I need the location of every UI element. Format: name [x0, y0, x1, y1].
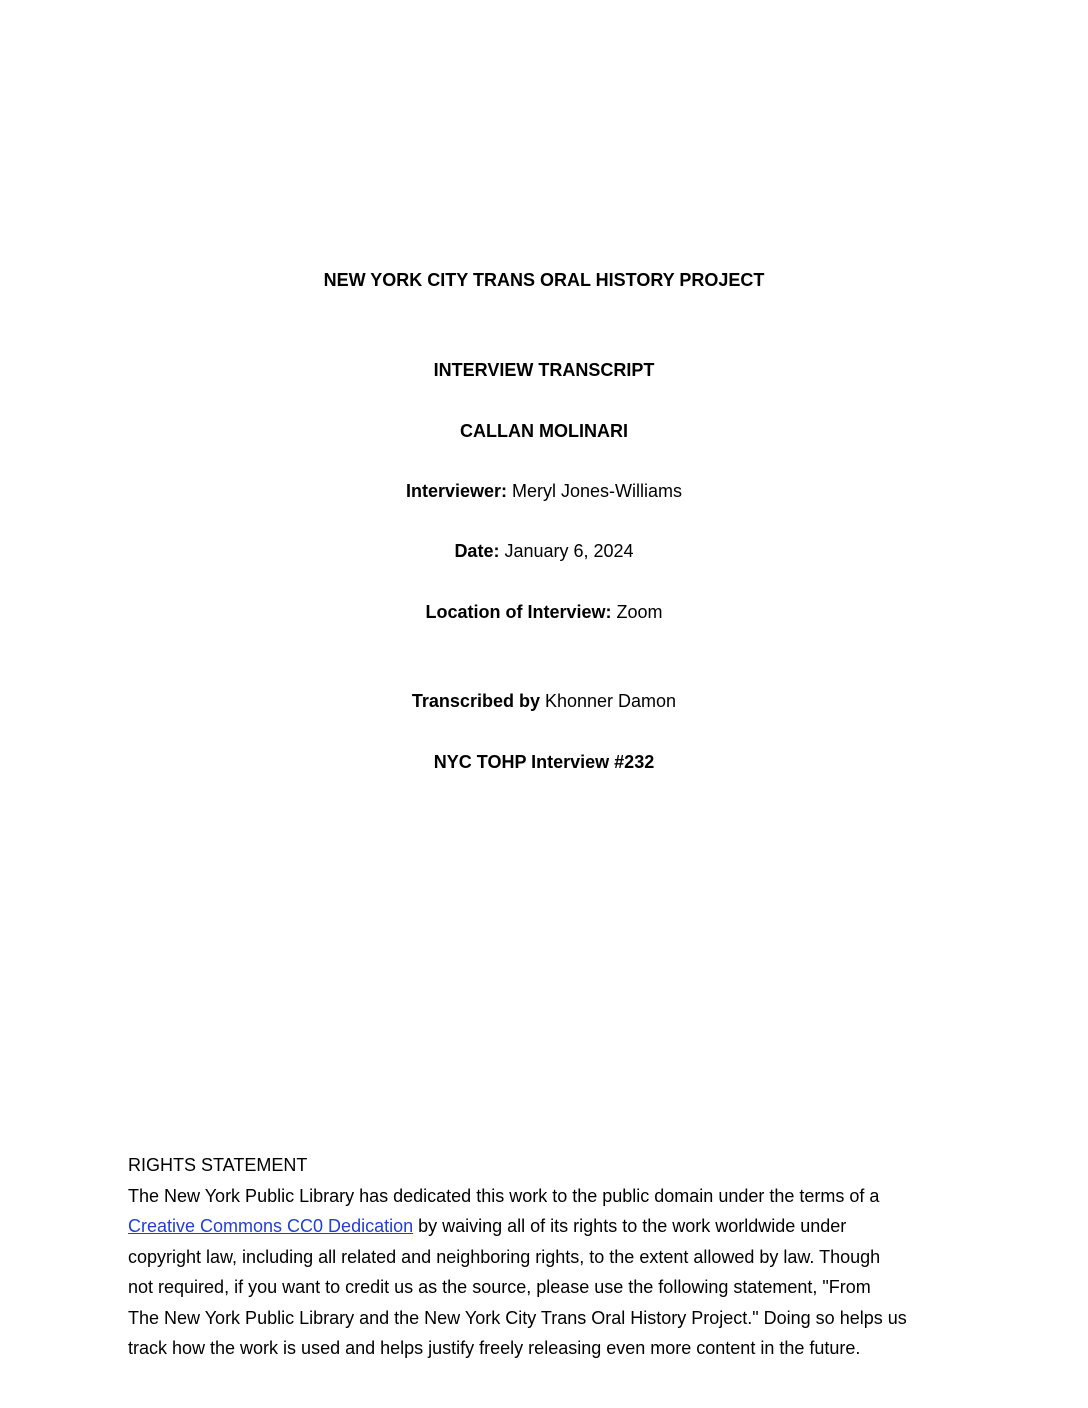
rights-statement [128, 1150, 968, 1364]
date-line [0, 539, 1088, 563]
date-value: January 6, 2024 [504, 541, 634, 561]
date-label: Date: [454, 541, 500, 561]
interviewer-label: Interviewer: [405, 481, 507, 501]
rights-text-line: The New York Public Library has dedicated this work to the public domain under the terms of a [128, 1185, 880, 1206]
rights-text-line: The New York Public Library and the New York City Trans Oral History Project." Doing so helps us [128, 1307, 907, 1328]
rights-text-line: copyright law, including all related and neighboring rights, to the extent allowed by law. Though [128, 1246, 881, 1267]
document-type: INTERVIEW TRANSCRIPT [433, 360, 655, 380]
transcribed-line [0, 689, 1088, 713]
project-title: NEW YORK CITY TRANS ORAL HISTORY PROJECT [323, 270, 765, 290]
interview-number: NYC TOHP Interview #232 [433, 752, 655, 772]
rights-text-line: track how the work is used and helps justify freely releasing even more content in the future. [128, 1338, 861, 1358]
rights-text-line [128, 1211, 968, 1242]
narrator-name: CALLAN MOLINARI [460, 421, 628, 441]
cc0-dedication-link[interactable]: Creative Commons CC0 Dedication [128, 1216, 414, 1236]
interviewer-line [0, 479, 1088, 503]
location-label: Location of Interview: [425, 602, 612, 622]
transcribed-label: Transcribed by [411, 691, 540, 711]
interviewer-value: Meryl Jones-Williams [512, 481, 683, 501]
location-value: Zoom [616, 602, 663, 622]
location-line [0, 600, 1088, 624]
rights-heading: RIGHTS STATEMENT [128, 1155, 308, 1175]
rights-text-line: not required, if you want to credit us as the source, please use the following statement, "From [128, 1277, 871, 1297]
rights-text-fragment: by waiving all of its rights to the work worldwide under [413, 1216, 847, 1236]
transcribed-value: Khonner Damon [544, 691, 677, 711]
